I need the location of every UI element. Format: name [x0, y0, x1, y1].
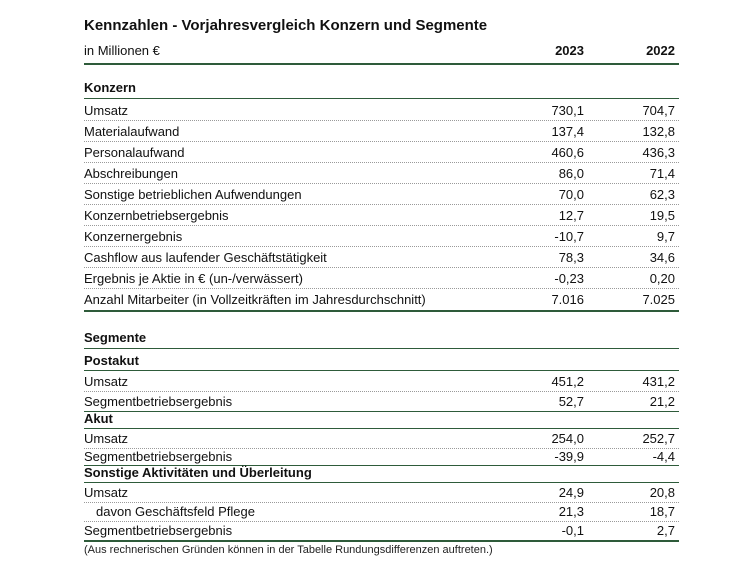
value-2023: 137,4 [551, 124, 584, 139]
value-2023: 24,9 [558, 485, 584, 500]
value-2023: -39,9 [554, 449, 584, 464]
value-2023: 70,0 [558, 187, 584, 202]
year-2023-header: 2023 [555, 43, 584, 58]
value-2022: 252,7 [642, 431, 675, 446]
value-2023: -0,23 [554, 271, 584, 286]
row-label: Konzernbetriebsergebnis [84, 208, 229, 223]
value-2023: 451,2 [551, 374, 584, 389]
row-label: Ergebnis je Aktie in € (un-/verwässert) [84, 271, 303, 286]
row-label: Konzernergebnis [84, 229, 183, 244]
segment-rule [84, 411, 679, 412]
table-row [84, 289, 679, 310]
konzern-rule [84, 98, 679, 99]
table-row [84, 446, 679, 467]
segmente-heading: Segmente [84, 330, 147, 345]
table-row [84, 100, 679, 121]
value-2022: 0,20 [649, 271, 675, 286]
value-2023: 52,7 [558, 394, 584, 409]
segment-heading-akut: Akut [84, 411, 113, 426]
row-label: Anzahl Mitarbeiter (in Vollzeitkräften im Jahresdurchschnitt) [84, 292, 426, 307]
value-2022: 132,8 [642, 124, 675, 139]
value-2022: 436,3 [642, 145, 675, 160]
table-row [84, 163, 679, 184]
value-2022: 431,2 [642, 374, 675, 389]
segment-heading-sonstige: Sonstige Aktivitäten und Überleitung [84, 465, 312, 480]
value-2022: 704,7 [642, 103, 675, 118]
footnote: (Aus rechnerischen Gründen können in der Tabelle Rundungsdifferenzen auftreten.) [84, 544, 493, 556]
value-2022: 18,7 [649, 504, 675, 519]
value-2023: 730,1 [551, 103, 584, 118]
value-2023: 86,0 [558, 166, 584, 181]
segmente-rule [84, 348, 679, 349]
header-rule [84, 63, 679, 65]
value-2022: 7.025 [642, 292, 675, 307]
row-label: Cashflow aus laufender Geschäftstätigkeit [84, 250, 327, 265]
konzern-end-rule [84, 310, 679, 312]
value-2022: 9,7 [656, 229, 675, 244]
table-row [84, 121, 679, 142]
value-2023: 21,3 [558, 504, 584, 519]
table-row [84, 501, 679, 522]
row-label: Sonstige betrieblichen Aufwendungen [84, 187, 302, 202]
row-label: Umsatz [84, 103, 129, 118]
year-2022-header: 2022 [646, 43, 675, 58]
konzern-heading: Konzern [84, 80, 136, 95]
value-2022: 2,7 [656, 523, 675, 538]
value-2023: 78,3 [558, 250, 584, 265]
table-header [84, 43, 679, 63]
row-label: Segmentbetriebsergebnis [84, 523, 233, 538]
table-end-rule [84, 540, 679, 542]
value-2023: 12,7 [558, 208, 584, 223]
table-row [84, 268, 679, 289]
row-label: Umsatz [84, 374, 129, 389]
table-title: Kennzahlen - Vorjahresvergleich Konzern und Segmente [84, 17, 488, 34]
row-label: Abschreibungen [84, 166, 178, 181]
table-row [84, 226, 679, 247]
row-label: Segmentbetriebsergebnis [84, 449, 233, 464]
table-row [84, 391, 679, 412]
row-label: Umsatz [84, 431, 129, 446]
value-2022: 20,8 [649, 485, 675, 500]
value-2023: 460,6 [551, 145, 584, 160]
table-row [84, 205, 679, 226]
row-label: Segmentbetriebsergebnis [84, 394, 233, 409]
row-label: davon Geschäftsfeld Pflege [96, 504, 255, 519]
row-label: Umsatz [84, 485, 129, 500]
row-label: Personalaufwand [84, 145, 185, 160]
value-2022: 21,2 [649, 394, 675, 409]
table-row [84, 184, 679, 205]
value-2022: -4,4 [652, 449, 675, 464]
segment-heading-postakut: Postakut [84, 353, 139, 368]
table-row [84, 142, 679, 163]
value-2023: 7.016 [551, 292, 584, 307]
table-row [84, 520, 679, 541]
table-row [84, 482, 679, 503]
value-2023: 254,0 [551, 431, 584, 446]
value-2023: -0,1 [561, 523, 584, 538]
value-2022: 34,6 [649, 250, 675, 265]
value-2023: -10,7 [554, 229, 584, 244]
row-label: Materialaufwand [84, 124, 180, 139]
value-2022: 19,5 [649, 208, 675, 223]
value-2022: 71,4 [649, 166, 675, 181]
table-row [84, 247, 679, 268]
value-2022: 62,3 [649, 187, 675, 202]
unit-label: in Millionen € [84, 43, 160, 58]
table-row [84, 371, 679, 392]
